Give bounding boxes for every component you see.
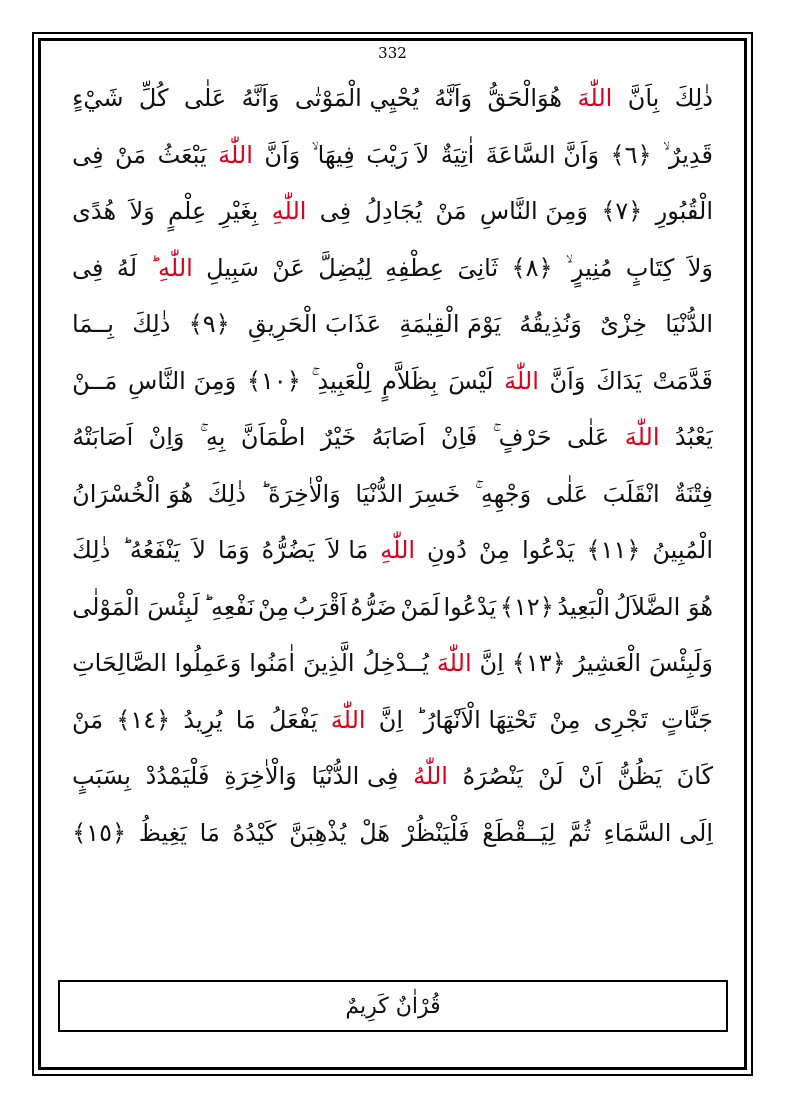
text-line [72,579,713,636]
divine-name: اللّٰهَ [218,140,253,169]
divine-name: اللّٰهِ [380,536,416,564]
word: الَّذِينَ [303,649,355,677]
text-line [72,466,713,523]
word: فِى [319,197,352,225]
word: سَبِيلِ [206,253,259,282]
divine-name: اللّٰهَ [624,423,660,451]
word: يُذْهِبَنَّ [289,818,347,847]
word: ﴿١٤﴾ [116,705,171,734]
word: عَذَابَ الْحَرِيقِ [247,310,382,338]
word: مَا [235,705,256,734]
word: قَدِيرٌ ۙ [663,140,713,169]
word: شَيْءٍ [72,84,124,112]
word: بِغَيْرِ [219,197,259,225]
word: يَنْفَعُهُ ؕ [122,536,181,564]
word: كَانَ [676,762,713,790]
word: وَلاَ [687,253,713,282]
word: دُونِ [427,536,467,564]
word: بِــمَا [72,310,114,338]
word: هُوَ الضَّلاَلُ [613,592,713,621]
word: الْقُبُورِ [655,197,713,225]
word: اٰمَنُوا [249,649,296,677]
divine-name: اللّٰهُ [413,762,448,790]
word: ذٰلِكَ [72,536,111,564]
text-line [72,127,713,184]
word: ﴿١٢﴾ [499,592,554,621]
word: هُدًى [72,197,117,225]
word: يَبْعَثُ [157,140,207,169]
word: اَقْرَبُ [292,592,347,621]
word: وَالْاٰخِرَةَ ؕ [260,479,341,508]
word: مِنْ [549,705,581,734]
word: الدُّنْيَا [665,310,713,338]
word: ذٰلِكَ [674,84,713,112]
text-line [72,805,713,862]
text-line [72,692,713,749]
word: يَدَاكَ [596,366,642,395]
word: حَرْفٍ ۚ [492,423,552,451]
word: وَالْاٰخِرَةِ [224,762,297,790]
word: اطْمَاَنَّ [240,423,306,451]
word: كِتَابٍ [625,253,675,282]
word: ﴿٩﴾ [188,310,230,338]
word: ﴿١١﴾ [586,536,641,564]
word: الْبَعِيدُ [557,592,611,621]
word: وَاَنَّ [549,366,586,395]
word: عَنْ [272,253,305,282]
word: لَمَنْ [400,592,440,621]
word: يَظُنُّ [617,762,662,790]
word: وَمِنَ النَّاسِ [479,197,589,225]
text-line [72,240,713,297]
word: لَيْسَ [448,366,494,395]
word: اِلَى السَّمَاءِ [603,818,713,847]
word: لِلْعَبِيدِ ۚ [311,366,372,395]
divine-name: اللّٰهَ [436,649,472,677]
divine-name: اللّٰهَ [504,366,539,395]
word: ﴿٦﴾ [610,140,652,169]
text-line [72,635,713,692]
word: كُلِّ [138,84,169,112]
word: مَــنْ [72,366,118,395]
quran-text-block [72,70,713,861]
word: فَلْيَمْدُدْ [145,762,210,790]
word: كَيْدُهُ [232,818,277,847]
word: مَا [199,818,220,847]
word: ﴿١٣﴾ [511,649,566,677]
word: مِنْ [478,536,510,564]
word: بِاَنَّ [627,84,660,112]
word: بِسَبَبٍ [72,762,131,790]
word: ثَانِىَ [457,253,499,282]
word: اٰتِيَةٌ [440,140,475,169]
word: فِى [72,140,104,169]
divine-name: اللّٰهَ [577,84,613,112]
word: فِيهَا ۙ [311,140,355,169]
divine-name: اللّٰهِ ؕ [150,253,193,282]
word: وَاَنَّ السَّاعَةَ [485,140,600,169]
word: مَا لاَ [326,536,369,564]
word: خَيْرٌ [320,423,357,451]
word: وَاَنَّهُ [434,84,473,112]
word: اَصَابَهُ [371,423,426,451]
word: اِنَّ [479,649,504,677]
word: لَنْ [537,762,564,790]
word: وَجْهِهِ ۚ [474,479,532,508]
divine-name: اللّٰهِ [271,197,307,225]
word: يَضُرُّهُ [261,536,315,564]
text-line [72,748,713,805]
word: يُحْيِي الْمَوْتٰى [294,84,419,112]
word: مُنِيرٍ ۙ [565,253,613,282]
word: مَنْ [115,140,147,169]
word: يَغِيظُ [138,818,187,847]
text-line [72,522,713,579]
word: قَدَّمَتْ [652,366,713,395]
word: يُرِيدُ [183,705,223,734]
word: لَهُ [116,253,138,282]
word: فِى [72,253,104,282]
page-number: 332 [378,44,407,62]
word: نَفْعِهِ ؕ [203,592,255,621]
word: فِتْنَةٌ [674,479,713,508]
word: الْعَشِيرُ [573,649,642,677]
word: وَنُذِيقُهُ [519,310,582,338]
word: هَلْ [359,818,391,847]
word: عِلْمٍ [168,197,207,225]
word: وَمَا [217,536,250,564]
word: فَلْيَنْظُرْ [402,818,470,847]
word: بِظَلاَّمٍ [382,366,438,395]
word: مِنْ [257,592,290,621]
word: مَنْ [72,705,104,734]
word: الْمُبِينُ [652,536,713,564]
word: ﴿١٥﴾ [72,818,127,847]
word: يَدْعُوا [443,592,497,621]
word: ﴿٧﴾ [601,197,643,225]
word: يَدْعُوا [521,536,575,564]
word: خِزْىٌ [600,310,647,338]
word: اِنَّ [378,705,404,734]
word: وَاَنَّ [264,140,301,169]
word: خَسِرَ الدُّنْيَا [355,479,461,508]
word: وَمِنَ النَّاسِ [127,366,237,395]
word: ذٰلِكَ [132,310,171,338]
word: فَاِنْ [440,423,478,451]
word: وَلاَ [129,197,155,225]
word: وَلَبِئْسَ [649,649,713,677]
word: لاَ [192,536,206,564]
word: وَاَنَّهُ [241,84,280,112]
text-line [72,183,713,240]
word: لِيُضِلَّ [318,253,372,282]
word: اَصَابَتْهُ [72,423,134,451]
word: بِهِ ۚ [199,423,226,451]
word: وَعَمِلُوا الصَّالِحَاتِ [72,649,242,677]
word: انْقَلَبَ [602,479,660,508]
word: لِيَــقْطَعْ [482,818,556,847]
word: تَحْتِهَا الْاَنْهَارُ ؕ [416,705,537,734]
word: ثُمَّ [568,818,591,847]
word: عِطْفِهِ [385,253,445,282]
word: جَنَّاتٍ [661,705,713,734]
text-line [72,353,713,410]
word: عَلٰى [545,479,589,508]
text-line [72,409,713,466]
word: ذٰلِكَ [207,479,246,508]
word: لَبِئْسَ الْمَوْلٰى [72,592,200,621]
word: ضَرُّهُ [350,592,397,621]
word: مَنْ [435,197,467,225]
word: هُوَالْحَقُّ [487,84,563,112]
word: ﴿١٠﴾ [246,366,301,395]
word: عَلٰى [183,84,227,112]
word: تَجْرِى [593,705,648,734]
word: هُوَ الْخُسْرَانُ [72,479,194,508]
word: يَعْبُدُ [674,423,713,451]
text-line [72,296,713,353]
divine-name: اللّٰهَ [330,705,366,734]
word: ﴿٨﴾ [511,253,553,282]
word: اَنْ [578,762,603,790]
word: فِى الدُّنْيَا [311,762,399,790]
word: يُجَادِلُ [364,197,423,225]
word: يُــدْخِلُ [362,649,429,677]
word: يَفْعَلُ [269,705,318,734]
word: يَوْمَ الْقِيٰمَةِ [399,310,502,338]
footer-title: قُرْاٰنٌ كَرِيمٌ [345,993,441,1019]
text-line [72,70,713,127]
word: لاَ رَيْبَ [366,140,430,169]
footer-box [58,980,728,1032]
word: يَنْصُرَهُ [462,762,524,790]
word: وَاِنْ [148,423,185,451]
word: عَلٰى [567,423,610,451]
